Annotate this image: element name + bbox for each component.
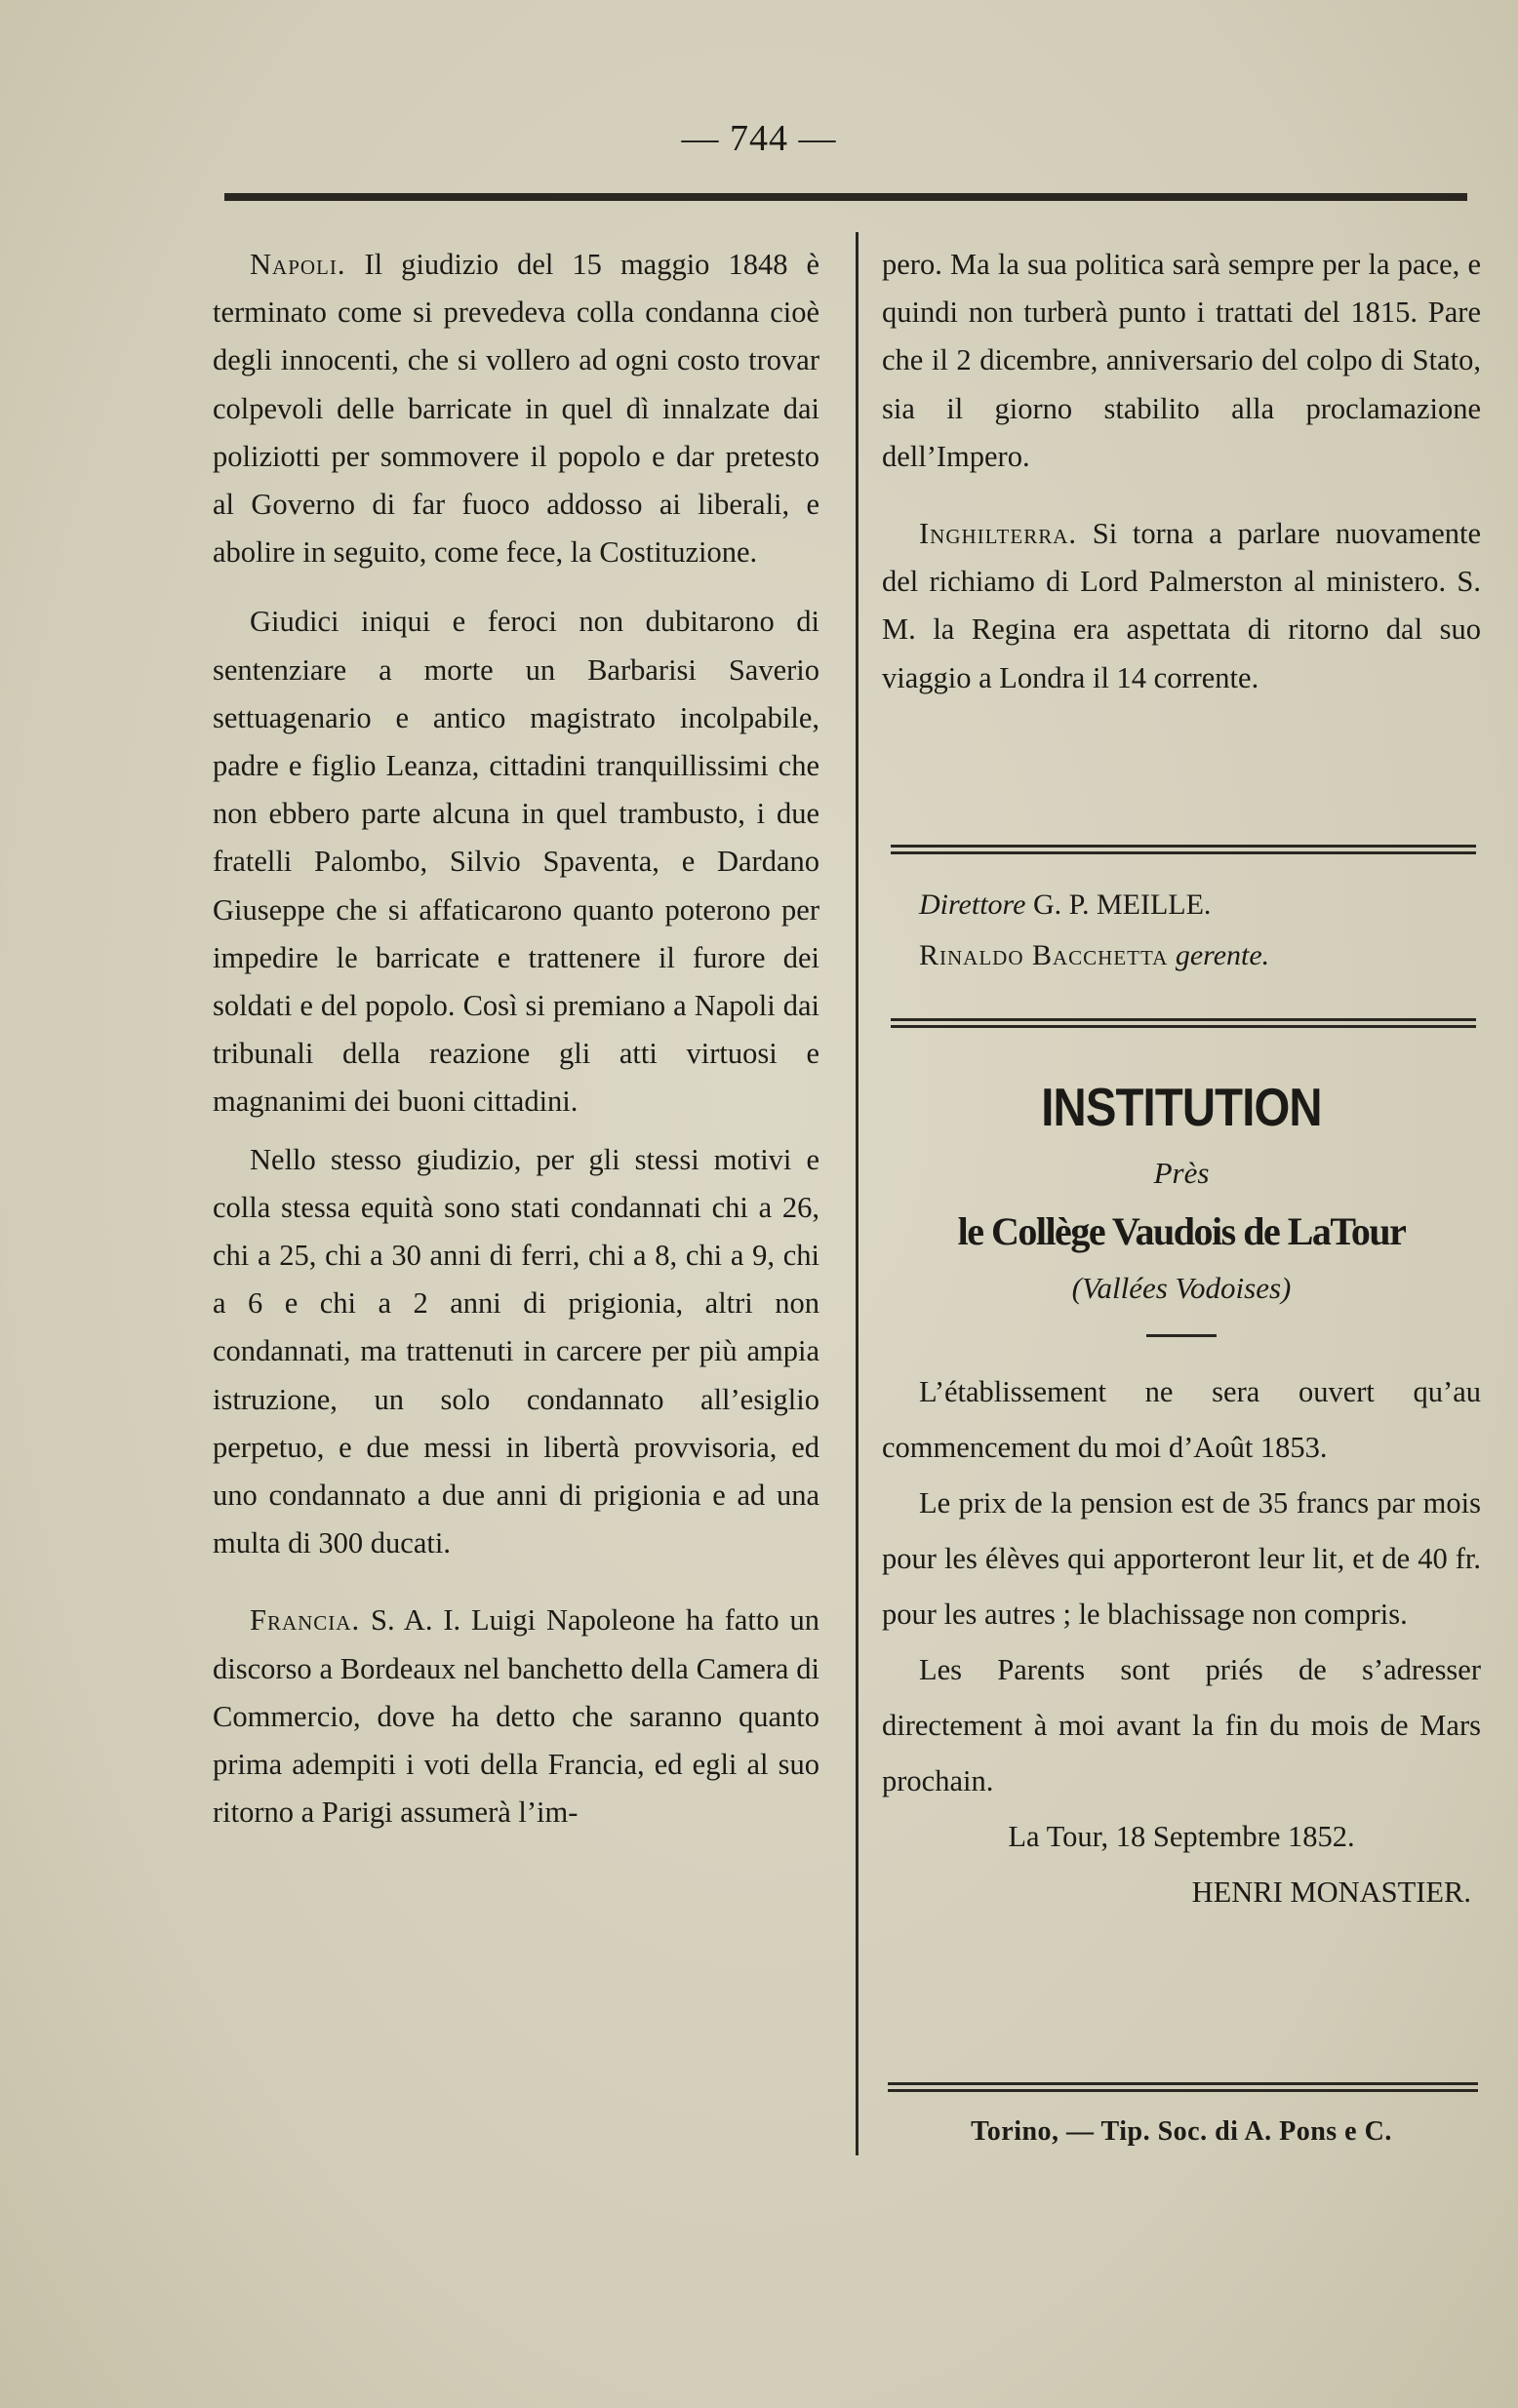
notice-signature: HENRI MONASTIER. — [1191, 1875, 1471, 1909]
left-column — [213, 241, 819, 1837]
credits-block — [882, 880, 1481, 981]
page-number: — 744 — — [681, 118, 837, 159]
column-divider — [856, 232, 859, 2155]
inghilterra-paragraph — [882, 510, 1481, 702]
manager-name: Rinaldo Bacchetta — [919, 939, 1169, 971]
francia-continuation: pero. Ma la sua politica sarà sempre per la pace, e quindi non turberà punto i trattati del 1815. Pare che il 2 dicembre, anniversario del colpo di Stato, sia il giorno stabilito alla proclamazione dell’Impero. — [882, 248, 1481, 473]
imprint-rule — [888, 2082, 1478, 2092]
notice-college: le Collège Vaudois de LaTour — [957, 1209, 1406, 1253]
director-role: Direttore — [919, 888, 1026, 921]
right-column — [882, 241, 1481, 702]
notice-title: INSTITUTION — [1041, 1077, 1322, 1137]
notice-paragraph-3: Les Parents sont priés de s’adresser directement à moi avant la fin du mois de Mars prochain. — [882, 1653, 1481, 1797]
header-rule — [224, 193, 1467, 201]
francia-text: S. A. I. Luigi Napoleone ha fatto un discorso a Bordeaux nel banchetto della Camera di Commercio, dove ha detto che saranno quanto prima adempiti i voti della Francia, ed egli al suo ritorno a Parigi assumerà l’im- — [213, 1603, 819, 1830]
napoli-heading: Napoli. — [250, 248, 346, 281]
francia-paragraph — [213, 1597, 819, 1836]
inghilterra-heading: Inghilterra. — [919, 517, 1078, 551]
francia-heading: Francia. — [250, 1603, 361, 1638]
institution-notice — [882, 1073, 1481, 1920]
napoli-paragraph-2: Giudici iniqui e feroci non dubitarono di sentenziare a morte un Barbarisi Saverio settuagenario e antico magistrato incolpabile, padre e figlio Leanza, cittadini tranquillissimi che non ebbero parte alcuna in quel trambusto, i due fratelli Palombo, Silvio Spaventa, e Dardano Giuseppe che si affaticarono quanto poterono per impedire le barricate e trattenere il furore dei soldati e del popolo. Così si premiano a Napoli dai tribunali della reazione gli atti virtuosi e magnanimi dei buoni cittadini. — [213, 605, 819, 1119]
credits-rule-bottom — [891, 1018, 1476, 1028]
napoli-paragraph-3: Nello stesso giudizio, per gli stessi motivi e colla stessa equità sono stati condannati chi a 26, chi a 25, chi a 30 anni di ferri, chi a 8, chi a 9, chi a 6 e chi a 2 anni di prigionia, altri non condannati, ma trattenuti in carcere per più ampia istruzione, un solo condannato all’esiglio perpetuo, e due messi in libertà provvisoria, ed uno condannato a due anni di prigionia e ad una multa di 300 ducati. — [213, 1142, 819, 1560]
napoli-paragraph-1 — [213, 241, 819, 576]
notice-paragraph-2: Le prix de la pension est de 35 francs par mois pour les élèves qui apporteront leur lit, et de 40 fr. pour les autres ; le blachissage non compris. — [882, 1486, 1481, 1631]
notice-paragraph-1: L’établissement ne sera ouvert qu’au commencement du moi d’Août 1853. — [882, 1375, 1481, 1464]
inghilterra-text: Si torna a parlare nuovamente del richiamo di Lord Palmerston al ministero. S. M. la Regina era aspettata di ritorno dal suo viaggio a Londra il 14 corrente. — [882, 517, 1482, 694]
director-line — [882, 880, 1481, 930]
notice-valleys: (Vallées Vodoises) — [1071, 1271, 1292, 1305]
manager-role: gerente. — [1175, 939, 1270, 971]
director-name: G. P. MEILLE. — [1032, 888, 1212, 921]
manager-line — [882, 930, 1481, 981]
credits-rule-top — [891, 845, 1476, 854]
notice-pres: Près — [1153, 1156, 1210, 1190]
notice-short-rule — [1146, 1334, 1217, 1337]
notice-date-line: La Tour, 18 Septembre 1852. — [1008, 1820, 1355, 1853]
notice-body — [882, 1364, 1481, 1920]
imprint-line: Torino, — Tip. Soc. di A. Pons e C. — [971, 2116, 1392, 2147]
napoli-text-1: Il giudizio del 15 maggio 1848 è terminato come si prevedeva colla condanna cioè degli innocenti, che si vollero ad ogni costo trovar colpevoli delle barricate in quel dì innalzate dai poliziotti per sommovere il popolo e dar pretesto al Governo di far fuoco addosso ai liberali, e abolire in seguito, come fece, la Costituzione. — [213, 248, 820, 570]
